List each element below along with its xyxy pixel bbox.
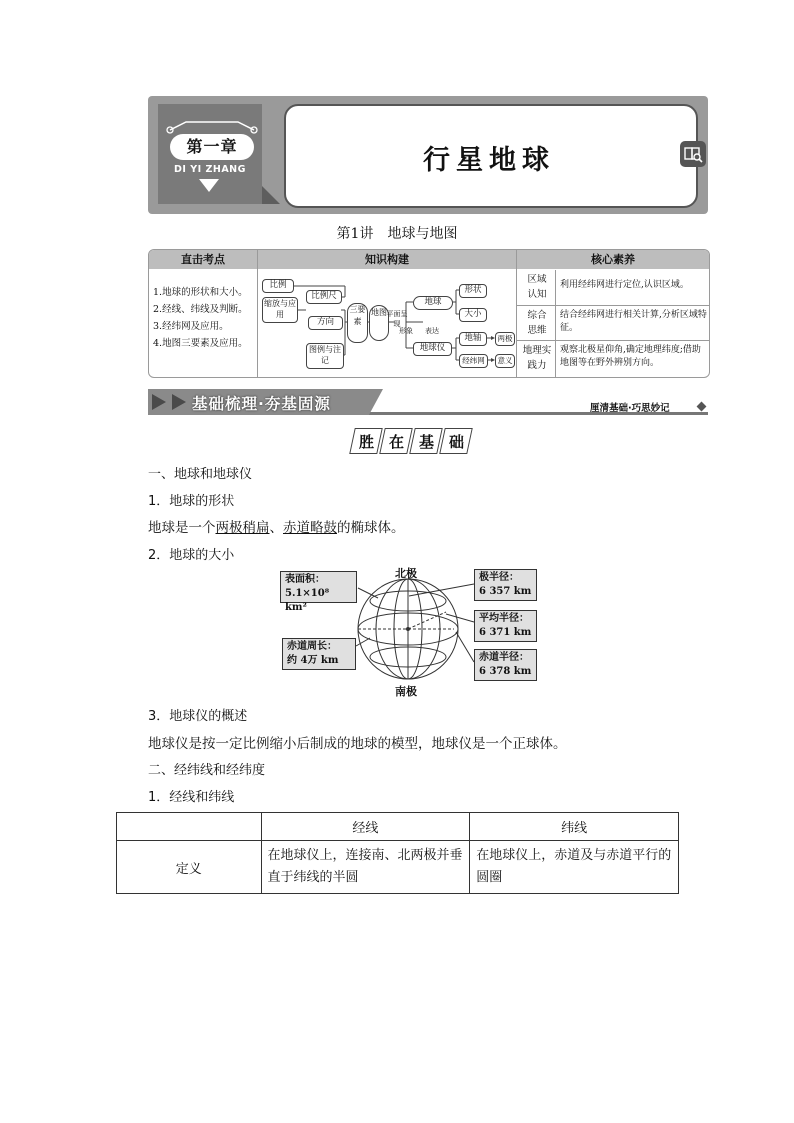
overview-point: 2.经线、纬线及判断。 (153, 304, 248, 315)
label-xingxiang: 形象 (399, 327, 413, 335)
chapter-title: 行星地球 (423, 145, 555, 176)
node-tuli: 图例与注记 (306, 343, 344, 369)
node-jingweiwang: 经纬网 (459, 354, 488, 368)
motto-char: 础 (448, 433, 464, 451)
literacy-list (517, 270, 709, 377)
node-fangxiang: 方向 (308, 316, 343, 330)
shape-paragraph: 地球是一个两极稍扁、赤道略鼓的椭球体。 (148, 520, 405, 536)
table-header-row (117, 813, 679, 841)
overview-header-literacy: 核心素养 (517, 250, 709, 269)
node-yiyi: 意义 (495, 354, 515, 368)
table-cell: 在地球仪上，赤道及与赤道平行的圆圈 (470, 841, 679, 894)
table-cell: 在地球仪上，连接南、北两极并垂直于纬线的半圆 (261, 841, 470, 894)
table-header (117, 813, 262, 841)
node-diqiu: 地球 (413, 296, 453, 310)
overview-table (148, 249, 710, 378)
overview-point: 3.经纬网及应用。 (153, 321, 229, 332)
label-north-pole: 北极 (395, 567, 417, 580)
label-south-pole: 南极 (395, 685, 417, 698)
callout-equatorial-radius: 赤道半径： 6 378 km (474, 649, 537, 681)
section-banner-right: 厘清基础·巧思妙记 (590, 403, 670, 414)
motto-char: 胜 (358, 433, 374, 451)
node-bili: 比例 (262, 279, 294, 293)
table-header: 经线 (261, 813, 470, 841)
label-pingmian: 平面呈现 (386, 310, 408, 328)
book-search-icon[interactable] (680, 141, 706, 167)
overview-point: 1.地球的形状和大小。 (153, 287, 248, 298)
chapter-pinyin: DI YI ZHANG (174, 164, 246, 175)
answer-blank: 两极稍扁 (215, 520, 270, 536)
literacy-name: 区域认知 (527, 274, 547, 300)
subheading-shape: 1．地球的形状 (148, 494, 235, 509)
motto-char: 基 (418, 433, 434, 451)
overview-point: 4.地图三要素及应用。 (153, 338, 248, 349)
overview-points (153, 284, 248, 352)
node-liangji: 两极 (495, 332, 515, 346)
heading-1: 一、地球和地球仪 (148, 467, 253, 482)
table-cell: 定义 (117, 841, 262, 894)
section-banner-title: 基础梳理·夯基固源 (192, 395, 331, 413)
meridian-parallel-table (116, 812, 679, 894)
node-ditu: 地图 (369, 305, 389, 341)
node-diqiuyi: 地球仪 (413, 342, 452, 356)
callout-polar-radius: 极半径： 6 357 km (474, 569, 537, 601)
diamond-icon (697, 402, 707, 412)
overview-header-knowledge: 知识构建 (258, 250, 516, 269)
motto (352, 428, 470, 454)
callout-surface-area: 表面积： 5.1×10⁸ km² (280, 571, 357, 603)
answer-blank: 赤道略鼓 (283, 520, 337, 536)
subheading-size: 2．地球的大小 (148, 548, 235, 563)
motto-char: 在 (388, 433, 404, 451)
table-row (117, 841, 679, 894)
lecture-title: 第1讲 地球与地图 (336, 226, 458, 242)
node-sanyaosu: 三要素 (347, 303, 368, 343)
literacy-name: 地理实践力 (522, 345, 552, 371)
literacy-desc: 观察北极星仰角,确定地理纬度;借助地图等在野外辨别方向。 (560, 345, 701, 368)
chapter-label: 第一章 (170, 134, 254, 160)
callout-mean-radius: 平均半径： 6 371 km (474, 610, 537, 642)
heading-2: 二、经纬线和经纬度 (148, 763, 266, 778)
table-header: 纬线 (470, 813, 679, 841)
literacy-name: 综合思维 (527, 310, 547, 336)
subheading-lines: 1．经线和纬线 (148, 790, 235, 805)
subheading-globe-model: 3．地球仪的概述 (148, 709, 248, 724)
node-daxiao: 大小 (459, 308, 487, 322)
node-dizhou: 地轴 (459, 332, 487, 346)
node-xingzhuang: 形状 (459, 284, 487, 298)
globe-figure (278, 566, 540, 696)
label-biaoda: 表达 (425, 327, 439, 335)
globe-model-paragraph: 地球仪是按一定比例缩小后制成的地球的模型，地球仪是一个正球体。 (148, 736, 567, 752)
literacy-desc: 结合经纬网进行相关计算,分析区域特征。 (560, 310, 707, 333)
node-suofang: 缩放与应用 (262, 297, 298, 323)
knowledge-map (258, 270, 516, 377)
callout-equator-length: 赤道周长： 约 4万 km (282, 638, 356, 670)
overview-header-points: 直击考点 (149, 250, 257, 269)
node-bilichi: 比例尺 (306, 290, 342, 304)
literacy-desc: 利用经纬网进行定位,认识区域。 (560, 280, 689, 290)
triangle-down-icon (199, 179, 219, 192)
